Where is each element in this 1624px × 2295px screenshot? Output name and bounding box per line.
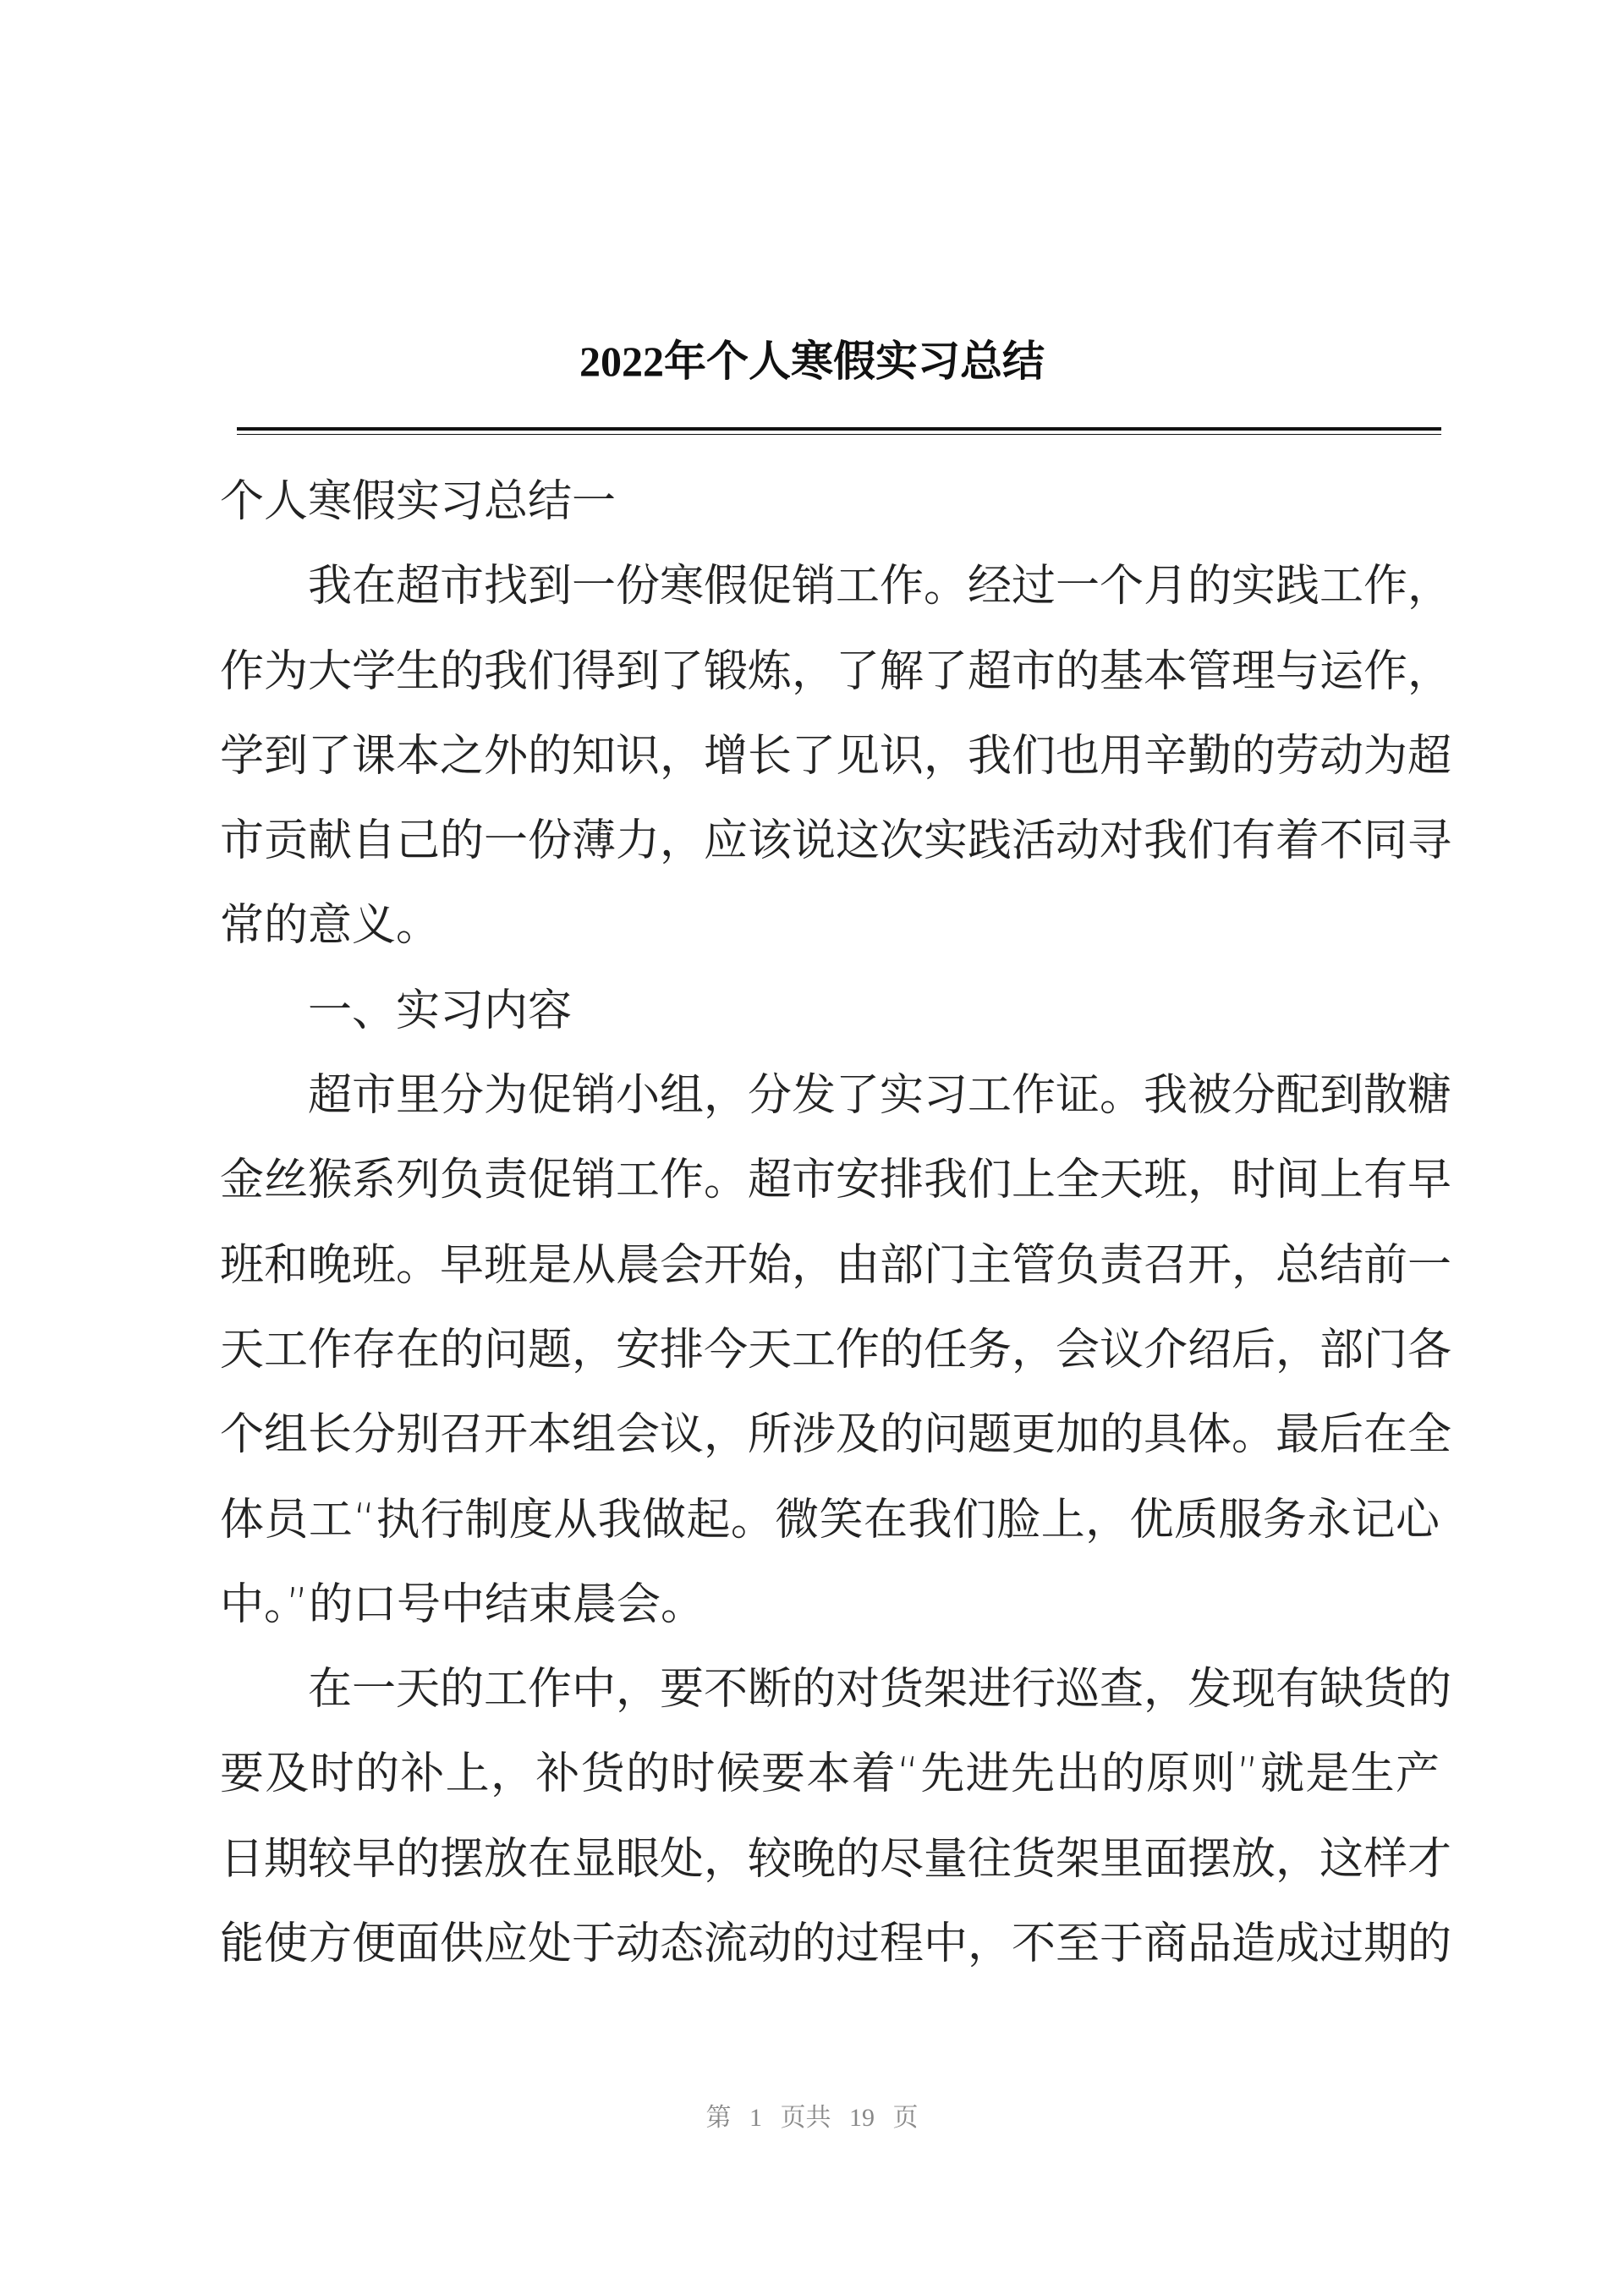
paragraph-line: 班和晚班。早班是从晨会开始，由部门主管负责召开，总结前一: [220, 1239, 1452, 1291]
paragraph-line: 在一天的工作中，要不断的对货架进行巡查，发现有缺货的: [308, 1664, 1452, 1716]
document-body: [220, 459, 1452, 1986]
paragraph: [220, 1053, 1452, 1647]
paragraph-line: 要及时的补上，补货的时候要本着“先进先出的原则”就是生产: [220, 1749, 1440, 1800]
paragraph-line: 学到了课本之外的知识，增长了见识，我们也用辛勤的劳动为超: [220, 730, 1452, 782]
paragraph-line: 常的意义。: [220, 900, 441, 952]
paragraph-line: 金丝猴系列负责促销工作。超市安排我们上全天班，时间上有早: [220, 1155, 1452, 1206]
document-title: 2022年个人寒假实习总结: [579, 338, 1045, 385]
paragraph: [220, 544, 1452, 968]
title-divider: [237, 427, 1441, 435]
paragraph-line: 作为大学生的我们得到了锻炼，了解了超市的基本管理与运作，: [220, 645, 1452, 697]
paragraph: [220, 1647, 1452, 1986]
paragraph-line: 市贡献自己的一份薄力，应该说这次实践活动对我们有着不同寻: [220, 815, 1452, 867]
page-number: 第 1 页共 19 页: [705, 2104, 919, 2132]
paragraph-line: 超市里分为促销小组，分发了实习工作证。我被分配到散糖: [308, 1070, 1452, 1122]
paragraph-line: 中。”的口号中结束晨会。: [220, 1578, 705, 1630]
section-heading: 个人寒假实习总结一: [220, 476, 617, 527]
paragraph-line: 能使方便面供应处于动态流动的过程中，不至于商品造成过期的: [220, 1919, 1452, 1970]
paragraph-line: 个组长分别召开本组会议，所涉及的问题更加的具体。最后在全: [220, 1409, 1452, 1461]
paragraph: [220, 969, 1440, 1053]
paragraph-line: 我在超市找到一份寒假促销工作。经过一个月的实践工作，: [308, 561, 1452, 612]
paragraph-line: 体员工“执行制度从我做起。微笑在我们脸上，优质服务永记心: [220, 1494, 1440, 1546]
paragraph-line: 日期较早的摆放在显眼处，较晚的尽量往货架里面摆放，这样才: [220, 1833, 1452, 1885]
paragraph-line: 天工作存在的问题，安排今天工作的任务，会议介绍后，部门各: [220, 1324, 1452, 1375]
paragraph-line: 一、实习内容: [308, 985, 573, 1036]
